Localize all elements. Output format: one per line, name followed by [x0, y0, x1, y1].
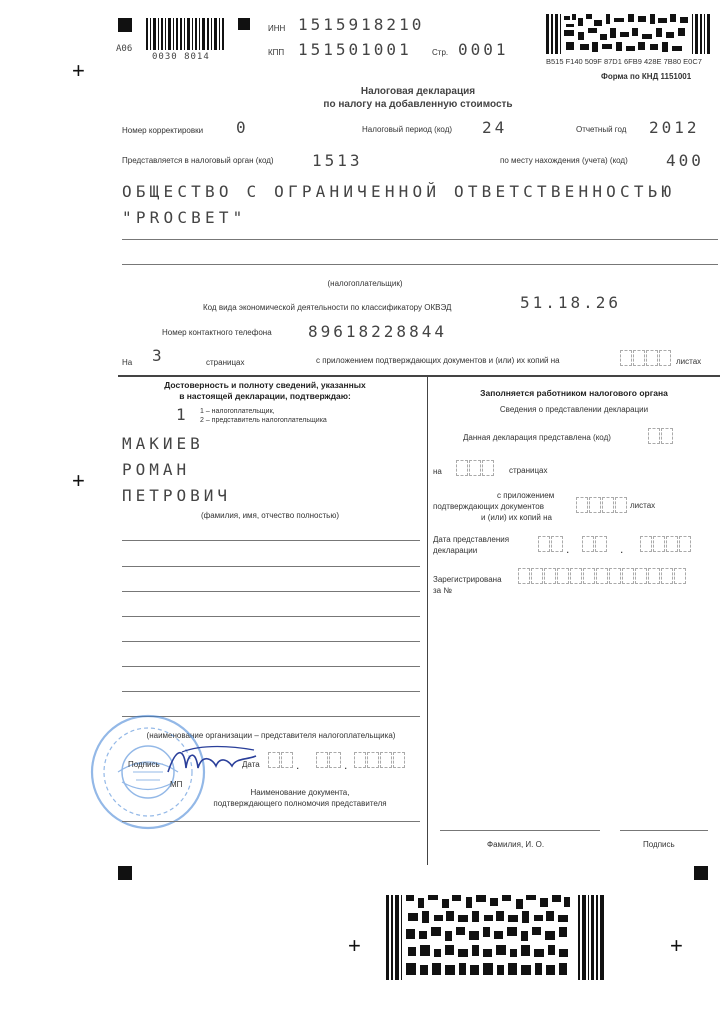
attach-line3: и (или) их копий на — [481, 513, 552, 522]
reg-line1: Зарегистрирована — [433, 575, 502, 584]
year-label: Отчетный год — [576, 125, 627, 134]
tax-authority-value: 1513 — [312, 151, 363, 170]
taxpayer-caption: (налогоплательщик) — [327, 279, 403, 288]
correction-value: 0 — [236, 118, 249, 137]
date-day-boxes — [268, 752, 294, 768]
sheets-label: листах — [676, 357, 702, 366]
kpp-value: 151501001 — [298, 40, 412, 59]
on-label: На — [122, 358, 133, 367]
sign-label: Подпись — [643, 840, 675, 849]
date-label: Дата — [242, 760, 260, 769]
section-divider — [427, 375, 428, 865]
left-heading-line2: в настоящей декларации, подтверждаю: — [179, 391, 351, 401]
title-line1: Налоговая декларация — [360, 86, 476, 97]
signature-label: Подпись — [128, 760, 160, 769]
year-value: 2012 — [649, 118, 700, 137]
crosshair-icon: + — [670, 933, 683, 958]
title-line2: по налогу на добавленную стоимость — [323, 99, 513, 110]
form-code: Форма по КНД 1151001 — [601, 72, 692, 81]
section-top-border — [118, 375, 720, 377]
corner-marker-top-left — [118, 18, 132, 32]
registration-number-boxes — [518, 568, 687, 584]
org-line — [122, 540, 420, 541]
corner-marker-top-mid — [238, 18, 250, 30]
signer-patronymic: ПЕТРОВИЧ — [122, 486, 232, 505]
correction-label: Номер корректировки — [122, 126, 204, 135]
right-pages-label: страницах — [509, 466, 548, 475]
divider — [122, 264, 718, 265]
org-line — [122, 691, 420, 692]
attachment-sheets-boxes — [620, 350, 672, 366]
attach-line2: подтверждающих документов — [433, 502, 544, 511]
signer-option-2: 2 – представитель налогоплательщика — [200, 417, 327, 424]
tax-authority-label: Представляется в налоговый орган (код) — [122, 156, 274, 165]
qr-code-icon — [546, 14, 712, 54]
page-code: А06 — [116, 44, 133, 54]
org-line — [122, 641, 420, 642]
pages-boxes — [456, 460, 495, 476]
location-label: по месту нахождения (учета) (код) — [500, 156, 628, 165]
crosshair-icon: + — [72, 58, 85, 83]
qr-code-text: B515 F140 509F 87D1 6FB9 428E 7B80 E0C7 — [546, 57, 702, 66]
submitted-code-boxes — [648, 428, 674, 444]
okved-value: 51.18.26 — [520, 293, 622, 312]
attachments-label: с приложением подтверждающих документов и (или) их копий на — [316, 356, 560, 365]
signature-line — [620, 830, 708, 831]
org-line — [122, 591, 420, 592]
barcode-icon — [146, 18, 224, 50]
crosshair-icon: + — [72, 468, 85, 493]
doc-caption-line2: подтверждающего полномочия представителя — [213, 799, 387, 808]
location-value: 400 — [666, 151, 704, 170]
date-year-boxes — [354, 752, 406, 768]
submitted-label: Данная декларация представлена (код) — [463, 433, 611, 442]
date-separator: . — [566, 542, 570, 556]
date-line2: декларации — [433, 546, 478, 555]
date-month-boxes — [316, 752, 342, 768]
right-sheets-label: листах — [630, 501, 656, 510]
org-line — [122, 566, 420, 567]
doc-caption-line1: Наименование документа, — [250, 788, 350, 797]
org-line — [122, 616, 420, 617]
left-heading-line1: Достоверность и полноту сведений, указанных — [164, 380, 366, 390]
org-line — [122, 666, 420, 667]
right-on-label: на — [433, 467, 442, 476]
submit-year-boxes — [640, 536, 692, 552]
right-subheading: Сведения о представлении декларации — [499, 405, 649, 414]
signer-name: РОМАН — [122, 460, 191, 479]
pages-value: 3 — [152, 346, 165, 365]
date-line1: Дата представления — [433, 535, 510, 544]
barcode-number: 0030 8014 — [152, 52, 210, 62]
signature-icon — [162, 738, 262, 780]
fio-label: Фамилия, И. О. — [487, 840, 545, 849]
date-separator: . — [620, 542, 624, 556]
phone-label: Номер контактного телефона — [162, 328, 272, 337]
signature-line — [440, 830, 600, 831]
kpp-label: КПП — [268, 48, 285, 57]
crosshair-icon: + — [348, 933, 361, 958]
period-value: 24 — [482, 118, 508, 137]
submit-month-boxes — [582, 536, 608, 552]
corner-marker-bottom-left — [118, 866, 132, 880]
divider — [122, 821, 420, 822]
attach-line1: с приложением — [497, 491, 555, 500]
org-caption: (наименование организации – представителя налогоплательщика) — [146, 731, 396, 740]
barcode-2d-icon — [386, 895, 606, 980]
taxpayer-line2: "PROCBET" — [122, 208, 247, 227]
inn-label: ИНН — [268, 24, 286, 33]
pages-label: страницах — [206, 358, 245, 367]
stamp-label: МП — [170, 780, 183, 789]
name-caption: (фамилия, имя, отчество полностью) — [200, 511, 339, 520]
signer-option-1: 1 – налогоплательщик, — [200, 408, 275, 415]
inn-value: 1515918210 — [298, 15, 425, 34]
period-label: Налоговый период (код) — [362, 125, 453, 134]
submit-day-boxes — [538, 536, 564, 552]
signer-surname: МАКИЕВ — [122, 434, 204, 453]
phone-value: 89618228844 — [308, 322, 447, 341]
date-separator: . — [344, 758, 348, 772]
corner-marker-bottom-right — [694, 866, 708, 880]
reg-line2: за № — [433, 586, 452, 595]
taxpayer-line1: ОБЩЕСТВО С ОГРАНИЧЕННОЙ ОТВЕТСТВЕННОСТЬЮ — [122, 182, 676, 201]
attach-sheets-boxes — [576, 497, 628, 513]
right-heading: Заполняется работником налогового органа — [480, 388, 668, 398]
page-value: 0001 — [458, 40, 509, 59]
divider — [122, 239, 718, 240]
page-label: Стр. — [432, 48, 449, 57]
signer-code: 1 — [176, 405, 189, 424]
okved-label: Код вида экономической деятельности по классификатору ОКВЭД — [203, 303, 452, 312]
date-separator: . — [296, 758, 300, 772]
